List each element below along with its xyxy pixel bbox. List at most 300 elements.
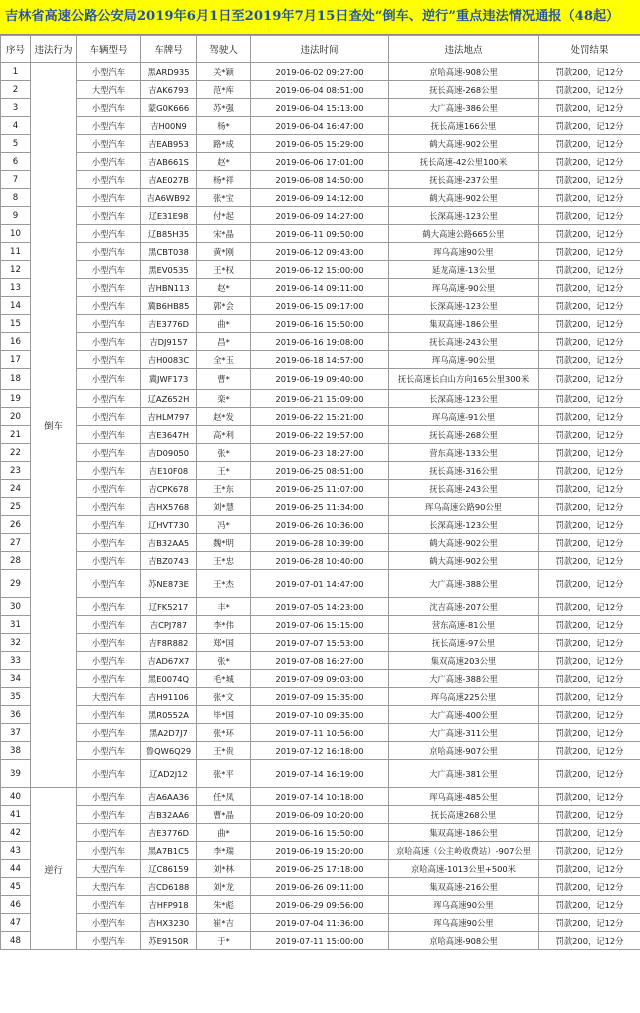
place-cell: 珲乌高速225公里 — [389, 688, 539, 706]
result-cell: 罚款200，记12分 — [539, 117, 640, 135]
driver-cell: 于* — [197, 932, 251, 950]
table-row — [1, 243, 640, 261]
place-cell: 大广高速-381公里 — [389, 760, 539, 788]
table-row — [1, 878, 640, 896]
driver-cell: 付*起 — [197, 207, 251, 225]
plate-cell: 吉DJ9157 — [141, 333, 197, 351]
row-number-cell: 18 — [1, 369, 31, 390]
plate-cell: 吉H0083C — [141, 351, 197, 369]
plate-cell: 吉HFP918 — [141, 896, 197, 914]
vehicle-type-cell: 小型汽车 — [77, 498, 141, 516]
place-cell: 抚长高速-243公里 — [389, 480, 539, 498]
result-cell: 罚款200，记12分 — [539, 842, 640, 860]
table-row — [1, 516, 640, 534]
row-number-cell: 22 — [1, 444, 31, 462]
table-row — [1, 351, 640, 369]
result-cell: 罚款200，记12分 — [539, 896, 640, 914]
time-cell: 2019-06-15 09:17:00 — [251, 297, 389, 315]
result-cell: 罚款200，记12分 — [539, 760, 640, 788]
time-cell: 2019-06-04 08:51:00 — [251, 81, 389, 99]
vehicle-type-cell: 小型汽车 — [77, 153, 141, 171]
table-row — [1, 297, 640, 315]
table-row — [1, 171, 640, 189]
place-cell: 抚长高速-97公里 — [389, 634, 539, 652]
driver-cell: 刘*林 — [197, 860, 251, 878]
result-cell: 罚款200，记12分 — [539, 81, 640, 99]
vehicle-type-cell: 小型汽车 — [77, 261, 141, 279]
driver-cell: 张*环 — [197, 724, 251, 742]
table-row — [1, 824, 640, 842]
plate-cell: 辽C86159 — [141, 860, 197, 878]
time-cell: 2019-07-10 09:35:00 — [251, 706, 389, 724]
row-number-cell: 26 — [1, 516, 31, 534]
row-number-cell: 5 — [1, 135, 31, 153]
driver-cell: 张*文 — [197, 688, 251, 706]
table-row — [1, 444, 640, 462]
time-cell: 2019-07-11 15:00:00 — [251, 932, 389, 950]
result-cell: 罚款200，记12分 — [539, 63, 640, 81]
row-number-cell: 46 — [1, 896, 31, 914]
time-cell: 2019-06-25 17:18:00 — [251, 860, 389, 878]
result-cell: 罚款200，记12分 — [539, 598, 640, 616]
time-cell: 2019-06-22 15:21:00 — [251, 408, 389, 426]
driver-cell: 曹*晶 — [197, 806, 251, 824]
place-cell: 抚长高速-316公里 — [389, 462, 539, 480]
plate-cell: 吉AK6793 — [141, 81, 197, 99]
driver-cell: 朱*彪 — [197, 896, 251, 914]
row-number-cell: 20 — [1, 408, 31, 426]
row-number-cell: 19 — [1, 390, 31, 408]
plate-cell: 吉AE027B — [141, 171, 197, 189]
place-cell: 大广高速-386公里 — [389, 99, 539, 117]
vehicle-type-cell: 小型汽车 — [77, 390, 141, 408]
time-cell: 2019-07-05 14:23:00 — [251, 598, 389, 616]
place-cell: 珲乌高速-485公里 — [389, 788, 539, 806]
place-cell: 延龙高速-13公里 — [389, 261, 539, 279]
result-cell: 罚款200，记12分 — [539, 279, 640, 297]
row-number-cell: 47 — [1, 914, 31, 932]
result-cell: 罚款200，记12分 — [539, 390, 640, 408]
row-number-cell: 27 — [1, 534, 31, 552]
place-cell: 珲乌高速公路90公里 — [389, 498, 539, 516]
table-row — [1, 706, 640, 724]
time-cell: 2019-06-09 14:12:00 — [251, 189, 389, 207]
table-row — [1, 688, 640, 706]
driver-cell: 王*东 — [197, 480, 251, 498]
driver-cell: 高*利 — [197, 426, 251, 444]
time-cell: 2019-07-14 10:18:00 — [251, 788, 389, 806]
time-cell: 2019-06-25 11:34:00 — [251, 498, 389, 516]
place-cell: 抚长高速-268公里 — [389, 81, 539, 99]
time-cell: 2019-06-26 10:36:00 — [251, 516, 389, 534]
place-cell: 珲乌高速90公里 — [389, 914, 539, 932]
plate-cell: 吉HLM797 — [141, 408, 197, 426]
place-cell: 长深高速-123公里 — [389, 297, 539, 315]
driver-cell: 黄*刚 — [197, 243, 251, 261]
vehicle-type-cell: 小型汽车 — [77, 171, 141, 189]
plate-cell: 吉CD6188 — [141, 878, 197, 896]
plate-cell: 黑R0552A — [141, 706, 197, 724]
row-number-cell: 6 — [1, 153, 31, 171]
driver-cell: 张* — [197, 652, 251, 670]
vehicle-type-cell: 小型汽车 — [77, 351, 141, 369]
table-row — [1, 652, 640, 670]
table-row — [1, 99, 640, 117]
plate-cell: 吉A6WB92 — [141, 189, 197, 207]
plate-cell: 吉EAB953 — [141, 135, 197, 153]
place-cell: 抚长高速268公里 — [389, 806, 539, 824]
driver-cell: 曲* — [197, 824, 251, 842]
time-cell: 2019-07-07 15:53:00 — [251, 634, 389, 652]
plate-cell: 吉HX3230 — [141, 914, 197, 932]
vehicle-type-cell: 小型汽车 — [77, 444, 141, 462]
result-cell: 罚款200，记12分 — [539, 462, 640, 480]
table-row — [1, 724, 640, 742]
result-cell: 罚款200，记12分 — [539, 706, 640, 724]
time-cell: 2019-06-19 09:40:00 — [251, 369, 389, 390]
result-cell: 罚款200，记12分 — [539, 408, 640, 426]
vehicle-type-cell: 小型汽车 — [77, 333, 141, 351]
result-cell: 罚款200，记12分 — [539, 426, 640, 444]
time-cell: 2019-06-18 14:57:00 — [251, 351, 389, 369]
place-cell: 大广高速-311公里 — [389, 724, 539, 742]
place-cell: 珲乌高速90公里 — [389, 243, 539, 261]
table-row — [1, 426, 640, 444]
table-row — [1, 153, 640, 171]
table-row — [1, 315, 640, 333]
driver-cell: 郑*国 — [197, 634, 251, 652]
vehicle-type-cell: 大型汽车 — [77, 688, 141, 706]
vehicle-type-cell: 小型汽车 — [77, 243, 141, 261]
driver-cell: 任*凤 — [197, 788, 251, 806]
driver-cell: 李*瑞 — [197, 842, 251, 860]
place-cell: 鹤大高速公路665公里 — [389, 225, 539, 243]
result-cell: 罚款200，记12分 — [539, 552, 640, 570]
row-number-cell: 36 — [1, 706, 31, 724]
driver-cell: 曲* — [197, 315, 251, 333]
plate-cell: 吉AB661S — [141, 153, 197, 171]
vehicle-type-cell: 小型汽车 — [77, 842, 141, 860]
vehicle-type-cell: 小型汽车 — [77, 426, 141, 444]
driver-cell: 栾* — [197, 390, 251, 408]
table-row — [1, 842, 640, 860]
row-number-cell: 11 — [1, 243, 31, 261]
row-number-cell: 24 — [1, 480, 31, 498]
vehicle-type-cell: 小型汽车 — [77, 462, 141, 480]
time-cell: 2019-06-19 15:20:00 — [251, 842, 389, 860]
table-row — [1, 135, 640, 153]
table-row — [1, 462, 640, 480]
result-cell: 罚款200，记12分 — [539, 498, 640, 516]
place-cell: 抚长高速-237公里 — [389, 171, 539, 189]
vehicle-type-cell: 小型汽车 — [77, 279, 141, 297]
vehicle-type-cell: 小型汽车 — [77, 634, 141, 652]
table-row — [1, 552, 640, 570]
result-cell: 罚款200，记12分 — [539, 369, 640, 390]
time-cell: 2019-06-21 15:09:00 — [251, 390, 389, 408]
header-no: 序号 — [1, 36, 31, 63]
driver-cell: 赵* — [197, 279, 251, 297]
driver-cell: 张* — [197, 444, 251, 462]
result-cell: 罚款200，记12分 — [539, 171, 640, 189]
row-number-cell: 3 — [1, 99, 31, 117]
time-cell: 2019-06-28 10:40:00 — [251, 552, 389, 570]
plate-cell: 辽B85H35 — [141, 225, 197, 243]
place-cell: 抚长高速-243公里 — [389, 333, 539, 351]
header-place: 违法地点 — [389, 36, 539, 63]
table-header-row — [1, 36, 640, 63]
time-cell: 2019-06-11 09:50:00 — [251, 225, 389, 243]
plate-cell: 吉BZ0743 — [141, 552, 197, 570]
plate-cell: 吉E3647H — [141, 426, 197, 444]
place-cell: 鹤大高速-902公里 — [389, 135, 539, 153]
row-number-cell: 48 — [1, 932, 31, 950]
row-number-cell: 39 — [1, 760, 31, 788]
driver-cell: 郭*会 — [197, 297, 251, 315]
header-result: 处罚结果 — [539, 36, 640, 63]
row-number-cell: 17 — [1, 351, 31, 369]
driver-cell: 杨*祥 — [197, 171, 251, 189]
row-number-cell: 44 — [1, 860, 31, 878]
table-row — [1, 914, 640, 932]
time-cell: 2019-06-23 18:27:00 — [251, 444, 389, 462]
time-cell: 2019-07-12 16:18:00 — [251, 742, 389, 760]
row-number-cell: 10 — [1, 225, 31, 243]
place-cell: 集双高速-186公里 — [389, 315, 539, 333]
table-row — [1, 261, 640, 279]
plate-cell: 辽E31E98 — [141, 207, 197, 225]
result-cell: 罚款200，记12分 — [539, 616, 640, 634]
vehicle-type-cell: 小型汽车 — [77, 724, 141, 742]
table-row — [1, 480, 640, 498]
place-cell: 长深高速-123公里 — [389, 516, 539, 534]
plate-cell: 吉A6AA36 — [141, 788, 197, 806]
driver-cell: 苏*强 — [197, 99, 251, 117]
time-cell: 2019-06-09 10:20:00 — [251, 806, 389, 824]
place-cell: 集双高速-186公里 — [389, 824, 539, 842]
table-row — [1, 498, 640, 516]
row-number-cell: 32 — [1, 634, 31, 652]
vehicle-type-cell: 小型汽车 — [77, 742, 141, 760]
time-cell: 2019-06-25 08:51:00 — [251, 462, 389, 480]
plate-cell: 辽AZ652H — [141, 390, 197, 408]
table-row — [1, 670, 640, 688]
header-driver: 驾驶人 — [197, 36, 251, 63]
table-row — [1, 634, 640, 652]
time-cell: 2019-07-11 10:56:00 — [251, 724, 389, 742]
result-cell: 罚款200，记12分 — [539, 333, 640, 351]
place-cell: 营东高速-81公里 — [389, 616, 539, 634]
result-cell: 罚款200，记12分 — [539, 225, 640, 243]
header-vehicle-type: 车辆型号 — [77, 36, 141, 63]
time-cell: 2019-07-06 15:15:00 — [251, 616, 389, 634]
vehicle-type-cell: 小型汽车 — [77, 297, 141, 315]
time-cell: 2019-06-16 19:08:00 — [251, 333, 389, 351]
vehicle-type-cell: 小型汽车 — [77, 616, 141, 634]
place-cell: 营东高速-133公里 — [389, 444, 539, 462]
vehicle-type-cell: 小型汽车 — [77, 225, 141, 243]
table-body — [1, 63, 640, 950]
time-cell: 2019-06-14 09:11:00 — [251, 279, 389, 297]
time-cell: 2019-06-26 09:11:00 — [251, 878, 389, 896]
table-row — [1, 81, 640, 99]
table-row — [1, 408, 640, 426]
time-cell: 2019-06-04 15:13:00 — [251, 99, 389, 117]
table-row — [1, 570, 640, 598]
plate-cell: 吉B32AA5 — [141, 534, 197, 552]
place-cell: 大广高速-400公里 — [389, 706, 539, 724]
vehicle-type-cell: 小型汽车 — [77, 408, 141, 426]
violation-category-cell: 倒车 — [31, 63, 77, 788]
driver-cell: 王*杰 — [197, 570, 251, 598]
row-number-cell: 33 — [1, 652, 31, 670]
driver-cell: 李*伟 — [197, 616, 251, 634]
plate-cell: 吉F8R882 — [141, 634, 197, 652]
time-cell: 2019-07-14 16:19:00 — [251, 760, 389, 788]
driver-cell: 崔*吉 — [197, 914, 251, 932]
place-cell: 珲乌高速-91公里 — [389, 408, 539, 426]
driver-cell: 范*库 — [197, 81, 251, 99]
table-row — [1, 279, 640, 297]
time-cell: 2019-06-28 10:39:00 — [251, 534, 389, 552]
table-row — [1, 225, 640, 243]
result-cell: 罚款200，记12分 — [539, 634, 640, 652]
row-number-cell: 43 — [1, 842, 31, 860]
plate-cell: 辽FK5217 — [141, 598, 197, 616]
vehicle-type-cell: 小型汽车 — [77, 598, 141, 616]
row-number-cell: 45 — [1, 878, 31, 896]
plate-cell: 吉H00N9 — [141, 117, 197, 135]
plate-cell: 吉HX5768 — [141, 498, 197, 516]
plate-cell: 黑EV0535 — [141, 261, 197, 279]
place-cell: 集双高速203公里 — [389, 652, 539, 670]
driver-cell: 冯* — [197, 516, 251, 534]
place-cell: 珲乌高速-90公里 — [389, 279, 539, 297]
place-cell: 大广高速-388公里 — [389, 570, 539, 598]
table-row — [1, 63, 640, 81]
row-number-cell: 7 — [1, 171, 31, 189]
result-cell: 罚款200，记12分 — [539, 480, 640, 498]
vehicle-type-cell: 小型汽车 — [77, 189, 141, 207]
row-number-cell: 23 — [1, 462, 31, 480]
result-cell: 罚款200，记12分 — [539, 860, 640, 878]
driver-cell: 魏*明 — [197, 534, 251, 552]
place-cell: 京哈高速（公主岭收费站）-907公里 — [389, 842, 539, 860]
driver-cell: 张*平 — [197, 760, 251, 788]
place-cell: 珲乌高速-90公里 — [389, 351, 539, 369]
row-number-cell: 12 — [1, 261, 31, 279]
row-number-cell: 13 — [1, 279, 31, 297]
result-cell: 罚款200，记12分 — [539, 516, 640, 534]
driver-cell: 王*忠 — [197, 552, 251, 570]
plate-cell: 吉B32AA6 — [141, 806, 197, 824]
vehicle-type-cell: 小型汽车 — [77, 932, 141, 950]
vehicle-type-cell: 小型汽车 — [77, 480, 141, 498]
header-plate: 车牌号 — [141, 36, 197, 63]
table-row — [1, 760, 640, 788]
table-row — [1, 117, 640, 135]
vehicle-type-cell: 小型汽车 — [77, 824, 141, 842]
row-number-cell: 38 — [1, 742, 31, 760]
driver-cell: 杨* — [197, 117, 251, 135]
plate-cell: 冀JWF173 — [141, 369, 197, 390]
result-cell: 罚款200，记12分 — [539, 135, 640, 153]
header-violation: 违法行为 — [31, 36, 77, 63]
result-cell: 罚款200，记12分 — [539, 670, 640, 688]
row-number-cell: 8 — [1, 189, 31, 207]
driver-cell: 王* — [197, 462, 251, 480]
time-cell: 2019-06-12 15:00:00 — [251, 261, 389, 279]
driver-cell: 刘*慧 — [197, 498, 251, 516]
place-cell: 抚长高速166公里 — [389, 117, 539, 135]
place-cell: 抚长高速-42公里100米 — [389, 153, 539, 171]
row-number-cell: 34 — [1, 670, 31, 688]
result-cell: 罚款200，记12分 — [539, 570, 640, 598]
place-cell: 抚长高速-268公里 — [389, 426, 539, 444]
place-cell: 抚长高速长白山方向165公里300米 — [389, 369, 539, 390]
plate-cell: 黑A2D7J7 — [141, 724, 197, 742]
result-cell: 罚款200，记12分 — [539, 297, 640, 315]
row-number-cell: 37 — [1, 724, 31, 742]
result-cell: 罚款200，记12分 — [539, 742, 640, 760]
driver-cell: 张*宝 — [197, 189, 251, 207]
driver-cell: 王*贵 — [197, 742, 251, 760]
plate-cell: 辽HVT730 — [141, 516, 197, 534]
plate-cell: 黑A7B1C5 — [141, 842, 197, 860]
driver-cell: 丰* — [197, 598, 251, 616]
driver-cell: 昌* — [197, 333, 251, 351]
time-cell: 2019-06-09 14:27:00 — [251, 207, 389, 225]
vehicle-type-cell: 小型汽车 — [77, 806, 141, 824]
vehicle-type-cell: 小型汽车 — [77, 788, 141, 806]
plate-cell: 吉HBN113 — [141, 279, 197, 297]
result-cell: 罚款200，记12分 — [539, 243, 640, 261]
table-row — [1, 207, 640, 225]
row-number-cell: 15 — [1, 315, 31, 333]
driver-cell: 刘*龙 — [197, 878, 251, 896]
table-row — [1, 189, 640, 207]
vehicle-type-cell: 小型汽车 — [77, 552, 141, 570]
place-cell: 京哈高速-908公里 — [389, 932, 539, 950]
time-cell: 2019-07-04 11:36:00 — [251, 914, 389, 932]
vehicle-type-cell: 小型汽车 — [77, 63, 141, 81]
time-cell: 2019-07-09 09:03:00 — [251, 670, 389, 688]
row-number-cell: 4 — [1, 117, 31, 135]
row-number-cell: 14 — [1, 297, 31, 315]
driver-cell: 毛*城 — [197, 670, 251, 688]
plate-cell: 吉E3776D — [141, 824, 197, 842]
time-cell: 2019-06-16 15:50:00 — [251, 315, 389, 333]
table-row — [1, 390, 640, 408]
vehicle-type-cell: 小型汽车 — [77, 652, 141, 670]
place-cell: 京哈高速-908公里 — [389, 63, 539, 81]
result-cell: 罚款200，记12分 — [539, 878, 640, 896]
plate-cell: 辽AD2J12 — [141, 760, 197, 788]
plate-cell: 吉E3776D — [141, 315, 197, 333]
plate-cell: 吉E10F08 — [141, 462, 197, 480]
driver-cell: 王*权 — [197, 261, 251, 279]
row-number-cell: 28 — [1, 552, 31, 570]
table-row — [1, 598, 640, 616]
vehicle-type-cell: 小型汽车 — [77, 706, 141, 724]
driver-cell: 宋*晶 — [197, 225, 251, 243]
place-cell: 集双高速-216公里 — [389, 878, 539, 896]
table-row — [1, 932, 640, 950]
vehicle-type-cell: 大型汽车 — [77, 860, 141, 878]
result-cell: 罚款200，记12分 — [539, 788, 640, 806]
table-row — [1, 333, 640, 351]
plate-cell: 苏E9150R — [141, 932, 197, 950]
